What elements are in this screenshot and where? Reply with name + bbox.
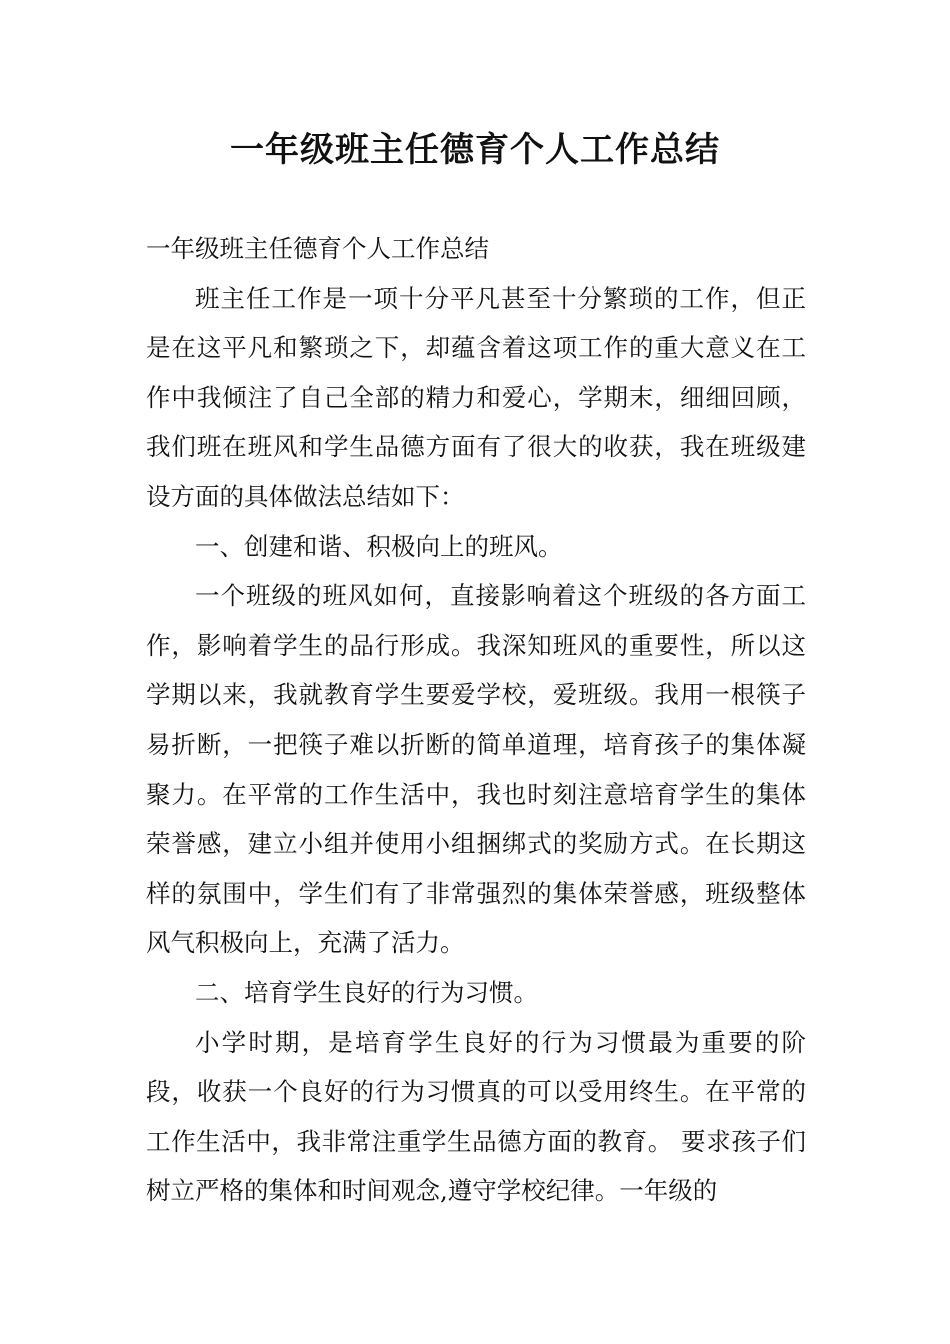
paragraph-section-2: 小学时期，是培育学生良好的行为习惯最为重要的阶段，收获一个良好的行为习惯真的可以受用终生。在平常的工作生活中，我非常注重学生品德方面的教育。 要求孩子们树立严格的集体和时间观念,遵守学校纪律。一年级的 [146, 1027, 806, 1206]
paragraph-section-1: 一个班级的班风如何，直接影响着这个班级的各方面工作，影响着学生的品行形成。我深知班风的重要性，所以这学期以来，我就教育学生要爱学校，爱班级。我用一根筷子易折断，一把筷子难以折断的简单道理，培育孩子的集体凝聚力。在平常的工作生活中，我也时刻注意培育学生的集体荣誉感，建立小组并使用小组捆绑式的奖励方式。在长期这样的氛围中，学生们有了非常强烈的集体荣誉感，班级整体风气积极向上，充满了活力。 [146, 581, 806, 958]
section-heading-1: 一、创建和谐、积极向上的班风。 [195, 531, 563, 561]
document-body [146, 224, 806, 1216]
paragraph-intro: 班主任工作是一项十分平凡甚至十分繁琐的工作，但正是在这平凡和繁琐之下，却蕴含着这项工作的重大意义在工作中我倾注了自己全部的精力和爱心，学期末，细细回顾，我们班在班风和学生品德方面有了很大的收获，我在班级建设方面的具体做法总结如下： [146, 283, 806, 511]
section-heading-2: 二、培育学生良好的行为习惯。 [195, 977, 538, 1007]
document-title: 一年级班主任德育个人工作总结 [230, 130, 720, 170]
paragraph-subtitle: 一年级班主任德育个人工作总结 [146, 234, 489, 263]
